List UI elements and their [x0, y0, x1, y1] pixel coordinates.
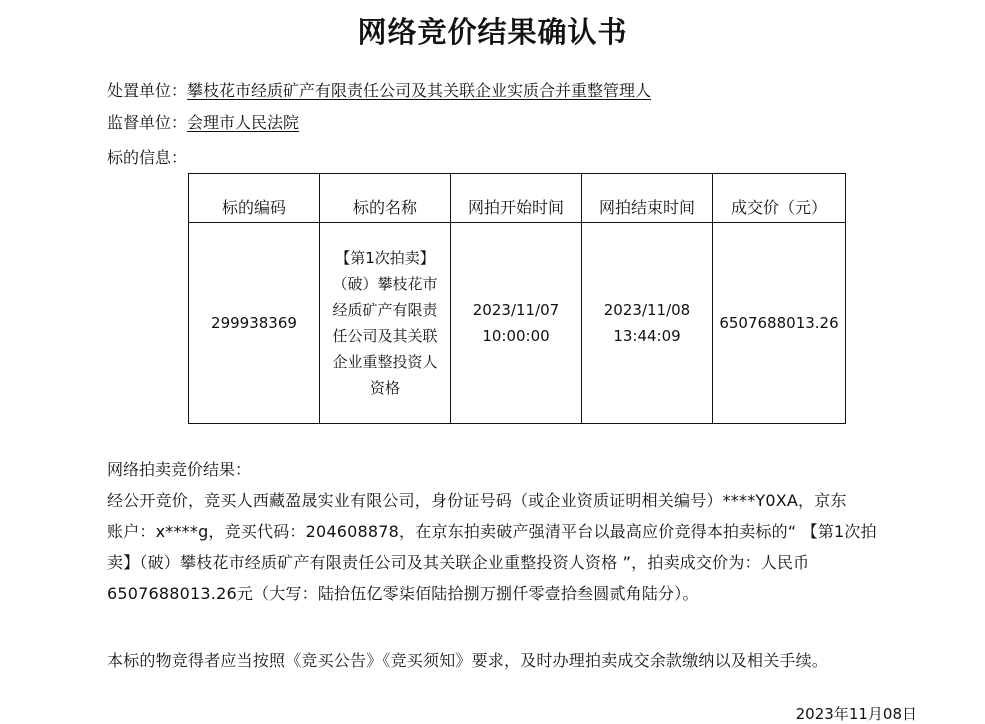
- supervision-unit-label: 监督单位：: [107, 113, 188, 132]
- name-line: 任公司及其关联: [332, 327, 438, 345]
- result-line: 卖】（破）攀枝花市经质矿产有限责任公司及其关联企业重整投资人资格 ”，拍卖成交价为：人民币: [107, 553, 810, 572]
- result-heading: 网络拍卖竞价结果：: [107, 460, 252, 479]
- header-price: 成交价（元）: [713, 174, 846, 223]
- supervision-unit-line: [107, 110, 299, 133]
- supervision-unit-value: 会理市人民法院: [187, 113, 300, 132]
- name-line: 【第1次拍卖】: [335, 249, 435, 267]
- header-end-time: 网拍结束时间: [582, 174, 713, 223]
- cell-start-time: [451, 223, 582, 424]
- result-paragraph: [107, 485, 927, 609]
- end-time: 13:44:09: [613, 327, 681, 345]
- disposal-unit-label: 处置单位：: [107, 81, 188, 100]
- result-line: 经公开竞价，竞买人西藏盈晟实业有限公司，身份证号码（或企业资质证明相关编号）****Y0XA，京东: [107, 491, 847, 510]
- disposal-unit-value: 攀枝花市经质矿产有限责任公司及其关联企业实质合并重整管理人: [187, 81, 652, 100]
- name-line: 经质矿产有限责: [332, 301, 438, 319]
- cell-name: [320, 223, 451, 424]
- cell-code: 299938369: [189, 223, 320, 424]
- result-line: 账户：x****g，竞买代码：204608878，在京东拍卖破产强清平台以最高应价竞得本拍卖标的“ 【第1次拍: [107, 522, 877, 541]
- name-line: 资格: [369, 379, 400, 397]
- subject-table: [188, 173, 846, 424]
- cell-price: 6507688013.26: [713, 223, 846, 424]
- end-date: 2023/11/08: [603, 301, 691, 319]
- document-date: 2023年11月08日: [795, 705, 917, 723]
- name-line: 企业重整投资人: [332, 353, 438, 371]
- table-row: [189, 223, 846, 424]
- start-time: 10:00:00: [482, 327, 550, 345]
- subject-info-label: 标的信息：: [107, 148, 188, 167]
- header-start-time: 网拍开始时间: [451, 174, 582, 223]
- header-code: 标的编码: [189, 174, 320, 223]
- result-line: 6507688013.26元（大写：陆拾伍亿零柒佰陆拾捌万捌仟零壹拾叁圆贰角陆分）。: [107, 584, 699, 603]
- document-title: 网络竞价结果确认书: [357, 15, 628, 49]
- cell-end-time: [582, 223, 713, 424]
- start-date: 2023/11/07: [472, 301, 560, 319]
- table-header-row: [189, 174, 846, 223]
- notice-paragraph: 本标的物竞得者应当按照《竞买公告》《竞买须知》要求，及时办理拍卖成交余款缴纳以及相关手续。: [107, 651, 829, 670]
- disposal-unit-line: [107, 78, 651, 101]
- header-name: 标的名称: [320, 174, 451, 223]
- name-line: （破）攀枝花市: [332, 275, 438, 293]
